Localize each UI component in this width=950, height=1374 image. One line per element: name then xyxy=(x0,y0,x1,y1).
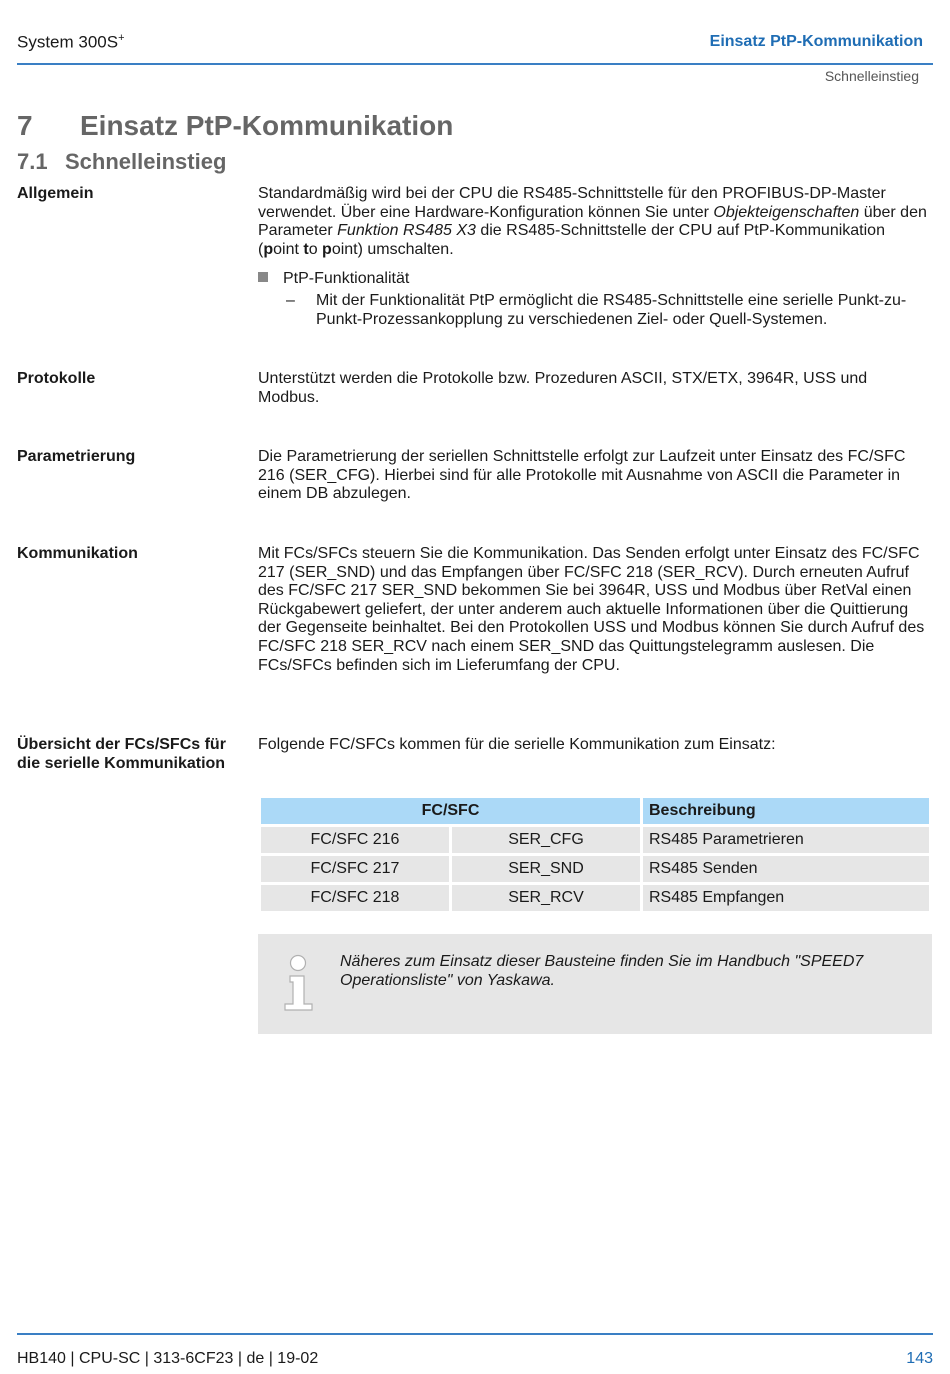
bold-run: p xyxy=(322,240,332,258)
text-run: über den Parameter xyxy=(258,203,927,240)
bullet-item xyxy=(258,269,409,288)
table-row xyxy=(261,827,929,853)
table-cell: FC/SFC 218 xyxy=(261,885,449,911)
section-number: 7.1 xyxy=(17,149,48,174)
header-product xyxy=(17,32,125,53)
section-title: Schnelleinstieg xyxy=(65,149,227,174)
label-uebersicht: Übersicht der FCs/SFCs für die serielle Kommunikation xyxy=(17,736,226,772)
product-name: System 300S xyxy=(17,32,119,52)
label-allgemein: Allgemein xyxy=(17,185,94,202)
label-protokolle: Protokolle xyxy=(17,370,96,387)
dash-bullet-icon: – xyxy=(286,292,295,309)
text-run: oint) umschalten. xyxy=(331,240,454,258)
table-cell: SER_CFG xyxy=(452,827,640,853)
text-run: oint xyxy=(273,240,304,258)
label-kommunikation: Kommunikation xyxy=(17,545,138,562)
footer-divider xyxy=(17,1333,933,1335)
text-run: die RS485-Schnittstelle der CPU auf PtP-Kommunikation ( xyxy=(258,222,885,258)
table-cell: FC/SFC 216 xyxy=(261,827,449,853)
text-run: o xyxy=(308,240,323,258)
text-allgemein xyxy=(258,185,930,259)
table-row xyxy=(261,885,929,911)
product-superscript: + xyxy=(118,32,125,44)
text-uebersicht: Folgende FC/SFCs kommen für die serielle Kommunikation zum Einsatz: xyxy=(258,736,776,753)
dash-item xyxy=(286,292,931,329)
table-cell: RS485 Senden xyxy=(643,856,929,882)
chapter-number: 7 xyxy=(17,110,33,141)
text-kommunikation: Mit FCs/SFCs steuern Sie die Kommunikation. Das Senden erfolgt unter Einsatz des FC/SFC 217 (SER_SND) und das Empfangen über FC/SFC 218 (SER_RCV). Durch erneuten Aufruf des FC/SFC 217 SER_SND bekommen Sie bei 3964R, USS und Modbus über RetVal einen Rückgabewert geliefert, der unter anderem auch aktuelle Informationen über die Quittierung der Gegenseite beinhaltet. Bei den Protokollen USS und Modbus können Sie durch Aufruf des FC/SFC 218 SER_RCV nach einem SER_SND das Quittungstelegramm auslesen. Die FCs/SFCs befinden sich im Lieferumfang der CPU. xyxy=(258,545,925,674)
table-cell: FC/SFC 217 xyxy=(261,856,449,882)
label-parametrierung: Parametrierung xyxy=(17,448,136,465)
footer-doc-ref: HB140 | CPU-SC | 313-6CF23 | de | 19-02 xyxy=(17,1350,319,1367)
note-text: Näheres zum Einsatz dieser Bausteine finden Sie im Handbuch "SPEED7 Operationsliste" von Yaskawa. xyxy=(340,953,864,989)
column-header: Beschreibung xyxy=(643,798,929,824)
header-section-sub: Schnelleinstieg xyxy=(824,68,919,84)
info-icon xyxy=(282,954,316,1012)
table-cell: SER_RCV xyxy=(452,885,640,911)
italic-run: Funktion RS485 X3 xyxy=(337,222,476,240)
table-cell: RS485 Parametrieren xyxy=(643,827,929,853)
table-header-row xyxy=(261,798,929,824)
header-divider xyxy=(17,63,933,65)
italic-run: Objekteigenschaften xyxy=(713,203,860,221)
table-row xyxy=(261,856,929,882)
square-bullet-icon xyxy=(258,272,268,282)
header-chapter-title: Einsatz PtP-Kommunikation xyxy=(709,33,923,50)
bullet-text: PtP-Funktionalität xyxy=(283,270,410,287)
table-cell: SER_SND xyxy=(452,856,640,882)
fc-sfc-table xyxy=(258,795,932,914)
section-heading xyxy=(17,149,226,175)
bold-run: t xyxy=(303,240,309,258)
table-cell: RS485 Empfangen xyxy=(643,885,929,911)
note-box xyxy=(258,934,932,1034)
dash-text: Mit der Funktionalität PtP ermöglicht die RS485-Schnittstelle eine serielle Punkt-zu-Punkt-Prozessankopplung zu verschiedenen Ziel- oder Quell-Systemen. xyxy=(316,292,907,328)
text-protokolle: Unterstützt werden die Protokolle bzw. Prozeduren ASCII, STX/ETX, 3964R, USS und Modbus. xyxy=(258,370,868,406)
chapter-heading xyxy=(17,110,453,142)
page-number: 143 xyxy=(906,1350,933,1367)
text-parametrierung: Die Parametrierung der seriellen Schnittstelle erfolgt zur Laufzeit unter Einsatz des FC/SFC 216 (SER_CFG). Hierbei sind für alle Protokolle mit Ausnahme von ASCII die Parameter in einem DB abzulegen. xyxy=(258,448,906,503)
column-header: FC/SFC xyxy=(261,798,640,824)
chapter-title: Einsatz PtP-Kommunikation xyxy=(80,110,454,141)
bold-run: p xyxy=(263,240,274,258)
text-run: Standardmäßig wird bei der CPU die RS485-Schnittstelle für den PROFIBUS-DP-Master verwendet. Über eine Hardware-Konfiguration können Sie unter xyxy=(258,185,886,221)
